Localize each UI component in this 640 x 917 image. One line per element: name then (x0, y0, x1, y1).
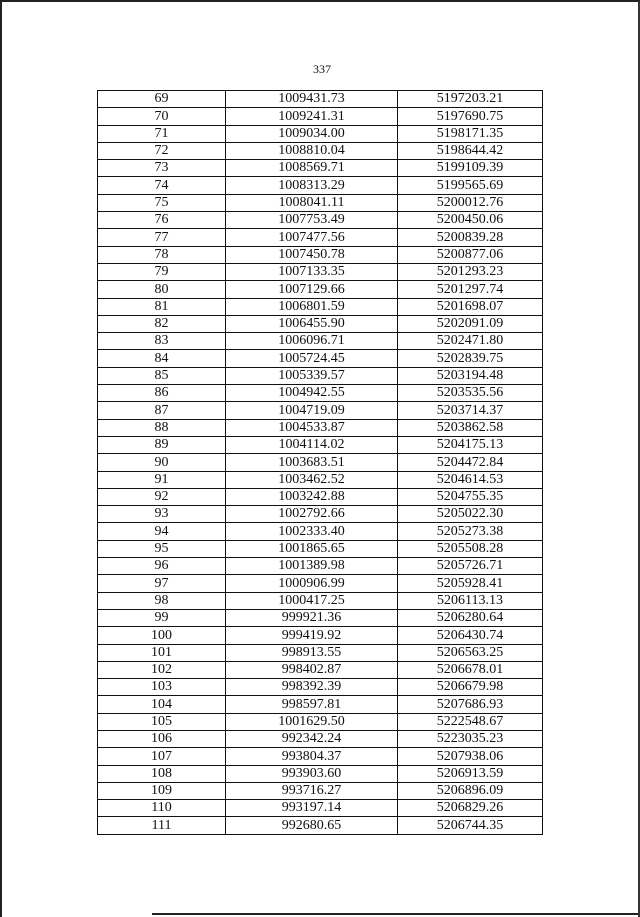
coordinates-table-body (98, 91, 543, 835)
x-coordinate-cell: 1009241.31 (226, 108, 398, 125)
point-number-cell: 86 (98, 385, 226, 402)
y-coordinate-cell: 5203862.58 (398, 419, 543, 436)
y-coordinate-cell: 5206280.64 (398, 609, 543, 626)
y-coordinate-cell: 5222548.67 (398, 713, 543, 730)
y-coordinate-cell: 5206113.13 (398, 592, 543, 609)
y-coordinate-cell: 5200012.76 (398, 194, 543, 211)
y-coordinate-cell: 5199109.39 (398, 160, 543, 177)
y-coordinate-cell: 5201297.74 (398, 281, 543, 298)
point-number-cell: 84 (98, 350, 226, 367)
table-row (98, 91, 543, 108)
point-number-cell: 95 (98, 540, 226, 557)
table-row (98, 713, 543, 730)
x-coordinate-cell: 1002333.40 (226, 523, 398, 540)
x-coordinate-cell: 1003683.51 (226, 454, 398, 471)
x-coordinate-cell: 1007753.49 (226, 212, 398, 229)
table-row (98, 108, 543, 125)
point-number-cell: 110 (98, 800, 226, 817)
x-coordinate-cell: 1009034.00 (226, 125, 398, 142)
point-number-cell: 96 (98, 558, 226, 575)
x-coordinate-cell: 993197.14 (226, 800, 398, 817)
table-row (98, 730, 543, 747)
x-coordinate-cell: 993903.60 (226, 765, 398, 782)
x-coordinate-cell: 1006455.90 (226, 315, 398, 332)
table-row (98, 402, 543, 419)
coordinates-table (97, 90, 543, 835)
y-coordinate-cell: 5198644.42 (398, 142, 543, 159)
x-coordinate-cell: 1005339.57 (226, 367, 398, 384)
x-coordinate-cell: 1001865.65 (226, 540, 398, 557)
point-number-cell: 87 (98, 402, 226, 419)
table-row (98, 661, 543, 678)
table-row (98, 558, 543, 575)
bottom-border-line (152, 913, 638, 915)
y-coordinate-cell: 5202091.09 (398, 315, 543, 332)
point-number-cell: 97 (98, 575, 226, 592)
table-row (98, 679, 543, 696)
y-coordinate-cell: 5206913.59 (398, 765, 543, 782)
table-row (98, 160, 543, 177)
x-coordinate-cell: 1004942.55 (226, 385, 398, 402)
x-coordinate-cell: 1009431.73 (226, 91, 398, 108)
x-coordinate-cell: 1000906.99 (226, 575, 398, 592)
table-row (98, 627, 543, 644)
x-coordinate-cell: 1002792.66 (226, 506, 398, 523)
x-coordinate-cell: 998402.87 (226, 661, 398, 678)
point-number-cell: 92 (98, 488, 226, 505)
point-number-cell: 70 (98, 108, 226, 125)
x-coordinate-cell: 1008041.11 (226, 194, 398, 211)
point-number-cell: 72 (98, 142, 226, 159)
table-row (98, 350, 543, 367)
table-row (98, 748, 543, 765)
y-coordinate-cell: 5223035.23 (398, 730, 543, 747)
x-coordinate-cell: 1007477.56 (226, 229, 398, 246)
y-coordinate-cell: 5203194.48 (398, 367, 543, 384)
x-coordinate-cell: 1005724.45 (226, 350, 398, 367)
table-row (98, 125, 543, 142)
table-row (98, 592, 543, 609)
table-row (98, 782, 543, 799)
table-row (98, 194, 543, 211)
table-row (98, 609, 543, 626)
table-row (98, 298, 543, 315)
x-coordinate-cell: 1004533.87 (226, 419, 398, 436)
point-number-cell: 81 (98, 298, 226, 315)
y-coordinate-cell: 5202839.75 (398, 350, 543, 367)
table-row (98, 246, 543, 263)
x-coordinate-cell: 1006096.71 (226, 333, 398, 350)
y-coordinate-cell: 5206829.26 (398, 800, 543, 817)
x-coordinate-cell: 1004114.02 (226, 436, 398, 453)
table-row (98, 540, 543, 557)
point-number-cell: 103 (98, 679, 226, 696)
y-coordinate-cell: 5205022.30 (398, 506, 543, 523)
table-row (98, 281, 543, 298)
y-coordinate-cell: 5200839.28 (398, 229, 543, 246)
point-number-cell: 102 (98, 661, 226, 678)
y-coordinate-cell: 5206896.09 (398, 782, 543, 799)
x-coordinate-cell: 1008313.29 (226, 177, 398, 194)
y-coordinate-cell: 5206430.74 (398, 627, 543, 644)
x-coordinate-cell: 992342.24 (226, 730, 398, 747)
y-coordinate-cell: 5197203.21 (398, 91, 543, 108)
table-row (98, 817, 543, 834)
point-number-cell: 80 (98, 281, 226, 298)
table-row (98, 575, 543, 592)
point-number-cell: 76 (98, 212, 226, 229)
y-coordinate-cell: 5198171.35 (398, 125, 543, 142)
point-number-cell: 94 (98, 523, 226, 540)
point-number-cell: 88 (98, 419, 226, 436)
x-coordinate-cell: 993716.27 (226, 782, 398, 799)
y-coordinate-cell: 5205726.71 (398, 558, 543, 575)
table-row (98, 471, 543, 488)
x-coordinate-cell: 993804.37 (226, 748, 398, 765)
y-coordinate-cell: 5204472.84 (398, 454, 543, 471)
table-row (98, 488, 543, 505)
table-row (98, 212, 543, 229)
y-coordinate-cell: 5202471.80 (398, 333, 543, 350)
x-coordinate-cell: 998597.81 (226, 696, 398, 713)
y-coordinate-cell: 5204755.35 (398, 488, 543, 505)
y-coordinate-cell: 5201698.07 (398, 298, 543, 315)
x-coordinate-cell: 1003462.52 (226, 471, 398, 488)
point-number-cell: 98 (98, 592, 226, 609)
table-row (98, 506, 543, 523)
y-coordinate-cell: 5206744.35 (398, 817, 543, 834)
x-coordinate-cell: 1000417.25 (226, 592, 398, 609)
point-number-cell: 105 (98, 713, 226, 730)
page-number: 337 (313, 62, 331, 76)
y-coordinate-cell: 5205273.38 (398, 523, 543, 540)
x-coordinate-cell: 999419.92 (226, 627, 398, 644)
x-coordinate-cell: 1008569.71 (226, 160, 398, 177)
y-coordinate-cell: 5201293.23 (398, 263, 543, 280)
table-row (98, 229, 543, 246)
point-number-cell: 90 (98, 454, 226, 471)
x-coordinate-cell: 1007450.78 (226, 246, 398, 263)
x-coordinate-cell: 998392.39 (226, 679, 398, 696)
y-coordinate-cell: 5207686.93 (398, 696, 543, 713)
point-number-cell: 85 (98, 367, 226, 384)
point-number-cell: 106 (98, 730, 226, 747)
point-number-cell: 74 (98, 177, 226, 194)
point-number-cell: 104 (98, 696, 226, 713)
y-coordinate-cell: 5205508.28 (398, 540, 543, 557)
x-coordinate-cell: 1001389.98 (226, 558, 398, 575)
point-number-cell: 93 (98, 506, 226, 523)
y-coordinate-cell: 5197690.75 (398, 108, 543, 125)
table-row (98, 142, 543, 159)
point-number-cell: 83 (98, 333, 226, 350)
y-coordinate-cell: 5200877.06 (398, 246, 543, 263)
point-number-cell: 108 (98, 765, 226, 782)
x-coordinate-cell: 999921.36 (226, 609, 398, 626)
x-coordinate-cell: 1007129.66 (226, 281, 398, 298)
x-coordinate-cell: 998913.55 (226, 644, 398, 661)
table-row (98, 765, 543, 782)
point-number-cell: 111 (98, 817, 226, 834)
table-row (98, 419, 543, 436)
x-coordinate-cell: 1006801.59 (226, 298, 398, 315)
point-number-cell: 89 (98, 436, 226, 453)
table-row (98, 454, 543, 471)
x-coordinate-cell: 1007133.35 (226, 263, 398, 280)
point-number-cell: 82 (98, 315, 226, 332)
table-row (98, 696, 543, 713)
point-number-cell: 79 (98, 263, 226, 280)
table-row (98, 333, 543, 350)
x-coordinate-cell: 1003242.88 (226, 488, 398, 505)
y-coordinate-cell: 5199565.69 (398, 177, 543, 194)
table-row (98, 177, 543, 194)
point-number-cell: 73 (98, 160, 226, 177)
table-row (98, 263, 543, 280)
table-row (98, 385, 543, 402)
table-row (98, 367, 543, 384)
y-coordinate-cell: 5207938.06 (398, 748, 543, 765)
point-number-cell: 101 (98, 644, 226, 661)
x-coordinate-cell: 1008810.04 (226, 142, 398, 159)
point-number-cell: 99 (98, 609, 226, 626)
table-row (98, 523, 543, 540)
point-number-cell: 100 (98, 627, 226, 644)
y-coordinate-cell: 5203535.56 (398, 385, 543, 402)
table-row (98, 315, 543, 332)
y-coordinate-cell: 5206678.01 (398, 661, 543, 678)
point-number-cell: 75 (98, 194, 226, 211)
y-coordinate-cell: 5203714.37 (398, 402, 543, 419)
point-number-cell: 77 (98, 229, 226, 246)
point-number-cell: 91 (98, 471, 226, 488)
y-coordinate-cell: 5206563.25 (398, 644, 543, 661)
point-number-cell: 78 (98, 246, 226, 263)
y-coordinate-cell: 5206679.98 (398, 679, 543, 696)
y-coordinate-cell: 5205928.41 (398, 575, 543, 592)
y-coordinate-cell: 5204175.13 (398, 436, 543, 453)
table-row (98, 644, 543, 661)
table-row (98, 800, 543, 817)
x-coordinate-cell: 1004719.09 (226, 402, 398, 419)
y-coordinate-cell: 5204614.53 (398, 471, 543, 488)
y-coordinate-cell: 5200450.06 (398, 212, 543, 229)
point-number-cell: 71 (98, 125, 226, 142)
point-number-cell: 107 (98, 748, 226, 765)
point-number-cell: 109 (98, 782, 226, 799)
x-coordinate-cell: 1001629.50 (226, 713, 398, 730)
x-coordinate-cell: 992680.65 (226, 817, 398, 834)
table-row (98, 436, 543, 453)
point-number-cell: 69 (98, 91, 226, 108)
